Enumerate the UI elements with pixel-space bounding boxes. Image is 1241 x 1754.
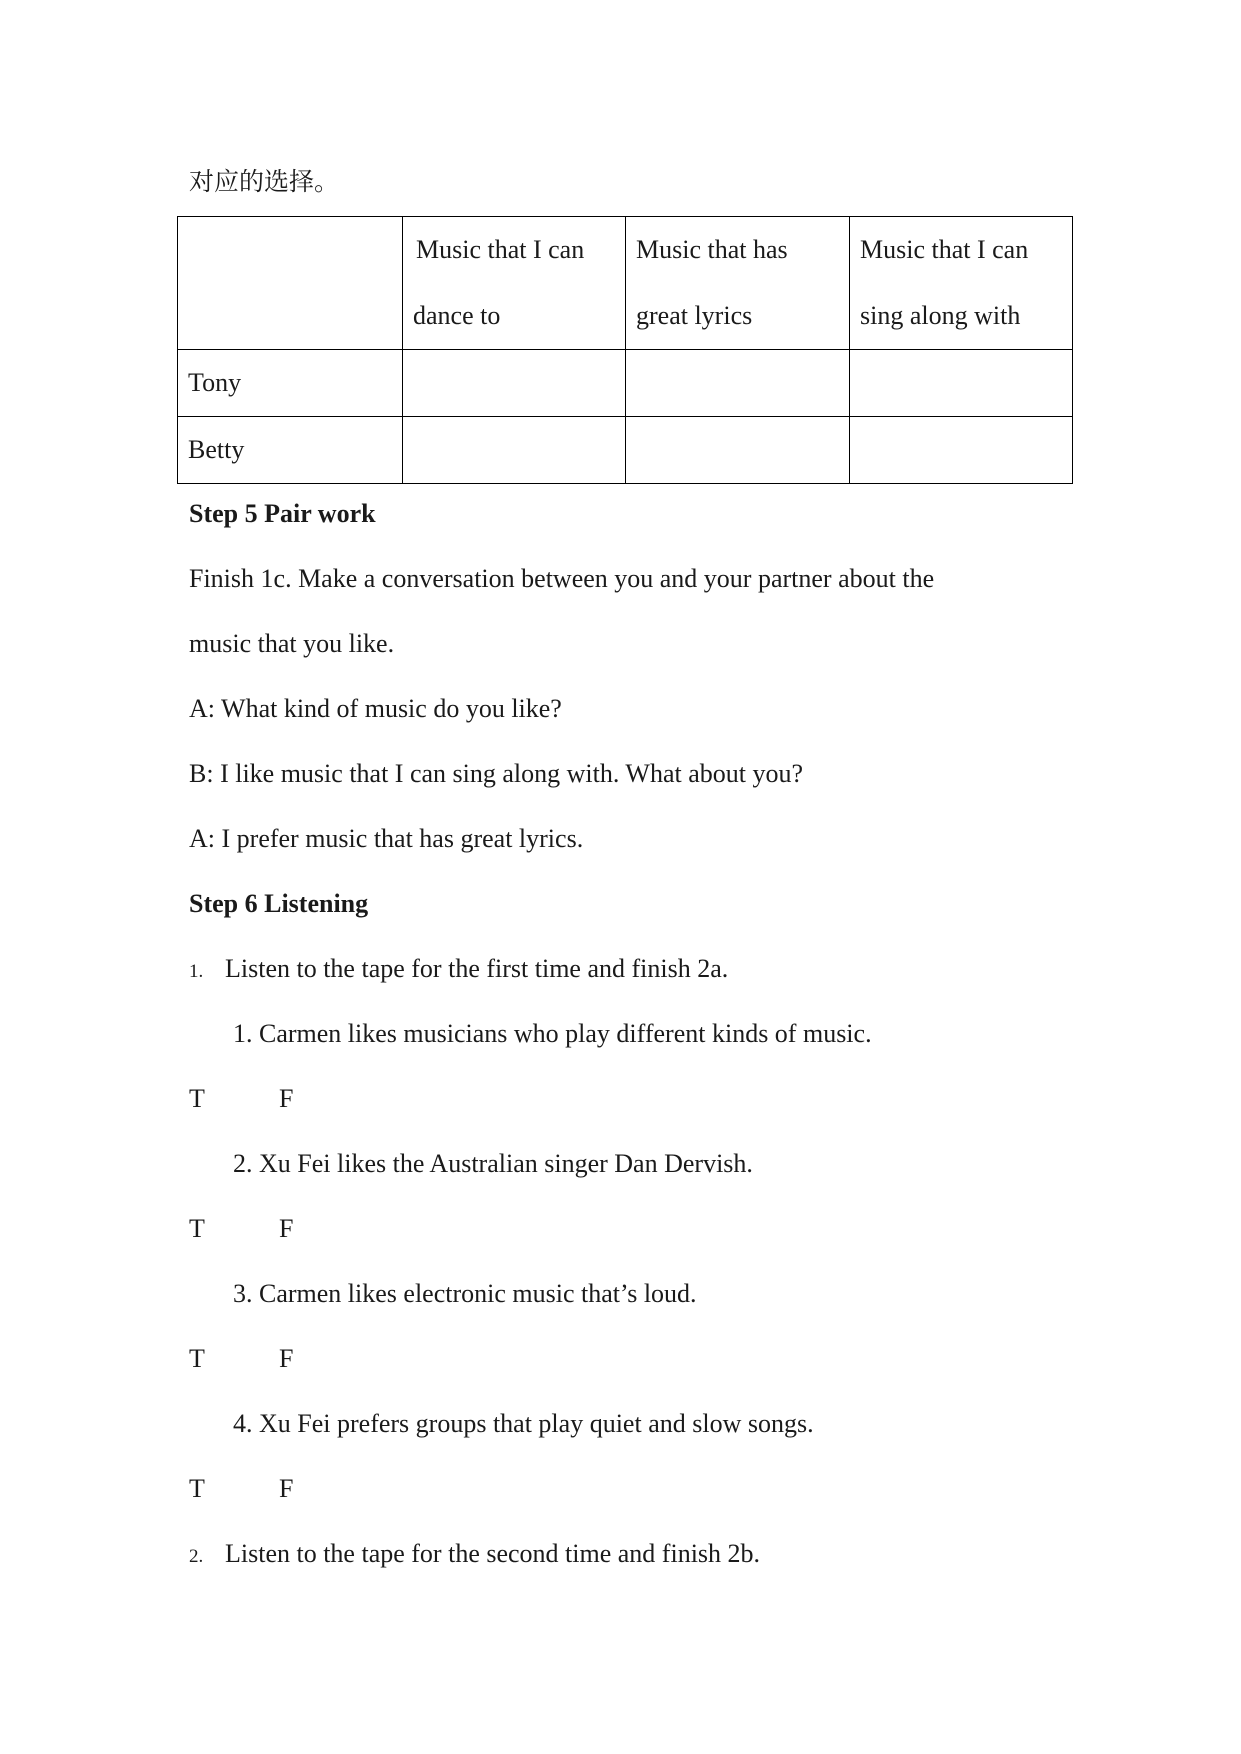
header-singalong-line1: Music that I can xyxy=(860,235,1029,264)
statement-4: 4. Xu Fei prefers groups that play quiet and slow songs. xyxy=(233,1409,814,1438)
header-singalong-line2: sing along with xyxy=(860,301,1021,330)
table-header-cell-empty xyxy=(178,217,403,350)
task1-text: Listen to the tape for the first time and finish 2a. xyxy=(225,954,729,983)
task2-number: 2. xyxy=(189,1546,204,1567)
table-header-cell-dance xyxy=(403,217,626,350)
statement-1: 1. Carmen likes musicians who play different kinds of music. xyxy=(233,1019,872,1048)
task2-text: Listen to the tape for the second time and finish 2b. xyxy=(225,1539,761,1568)
header-dance-line1: Music that I can xyxy=(416,235,585,264)
table-cell[interactable] xyxy=(403,350,626,417)
false-option[interactable]: F xyxy=(279,1084,294,1113)
step6-heading: Step 6 Listening xyxy=(189,889,369,918)
table-row-name: Betty xyxy=(178,417,403,484)
table-cell[interactable] xyxy=(850,350,1073,417)
dialogue-line-3: A: I prefer music that has great lyrics. xyxy=(189,824,584,853)
table-row xyxy=(178,417,1073,484)
task2 xyxy=(189,1538,760,1573)
true-option[interactable]: T xyxy=(189,1084,205,1113)
true-option[interactable]: T xyxy=(189,1474,205,1503)
music-preference-table xyxy=(177,216,1073,484)
step5-heading: Step 5 Pair work xyxy=(189,499,376,528)
step5-instruction-line2: music that you like. xyxy=(189,629,395,658)
statement-3: 3. Carmen likes electronic music that’s loud. xyxy=(233,1279,697,1308)
table-cell[interactable] xyxy=(850,417,1073,484)
table-row xyxy=(178,350,1073,417)
header-lyrics-line2: great lyrics xyxy=(636,301,753,330)
table-header-row xyxy=(178,217,1073,350)
true-option[interactable]: T xyxy=(189,1344,205,1373)
true-option[interactable]: T xyxy=(189,1214,205,1243)
false-option[interactable]: F xyxy=(279,1474,294,1503)
table-header-cell-singalong xyxy=(850,217,1073,350)
table-cell[interactable] xyxy=(626,350,850,417)
table-header-cell-lyrics xyxy=(626,217,850,350)
step5-instruction-line1: Finish 1c. Make a conversation between you and your partner about the xyxy=(189,564,935,593)
header-dance-line2: dance to xyxy=(413,301,501,330)
task1-number: 1. xyxy=(189,961,204,982)
false-option[interactable]: F xyxy=(279,1344,294,1373)
statement-2: 2. Xu Fei likes the Australian singer Dan Dervish. xyxy=(233,1149,753,1178)
intro-text: 对应的选择。 xyxy=(189,167,340,196)
dialogue-line-1: A: What kind of music do you like? xyxy=(189,694,562,723)
dialogue-line-2: B: I like music that I can sing along with. What about you? xyxy=(189,759,804,788)
table-cell[interactable] xyxy=(626,417,850,484)
table-row-name: Tony xyxy=(178,350,403,417)
table-cell[interactable] xyxy=(403,417,626,484)
header-lyrics-line1: Music that has xyxy=(636,235,788,264)
task1 xyxy=(189,953,728,988)
false-option[interactable]: F xyxy=(279,1214,294,1243)
